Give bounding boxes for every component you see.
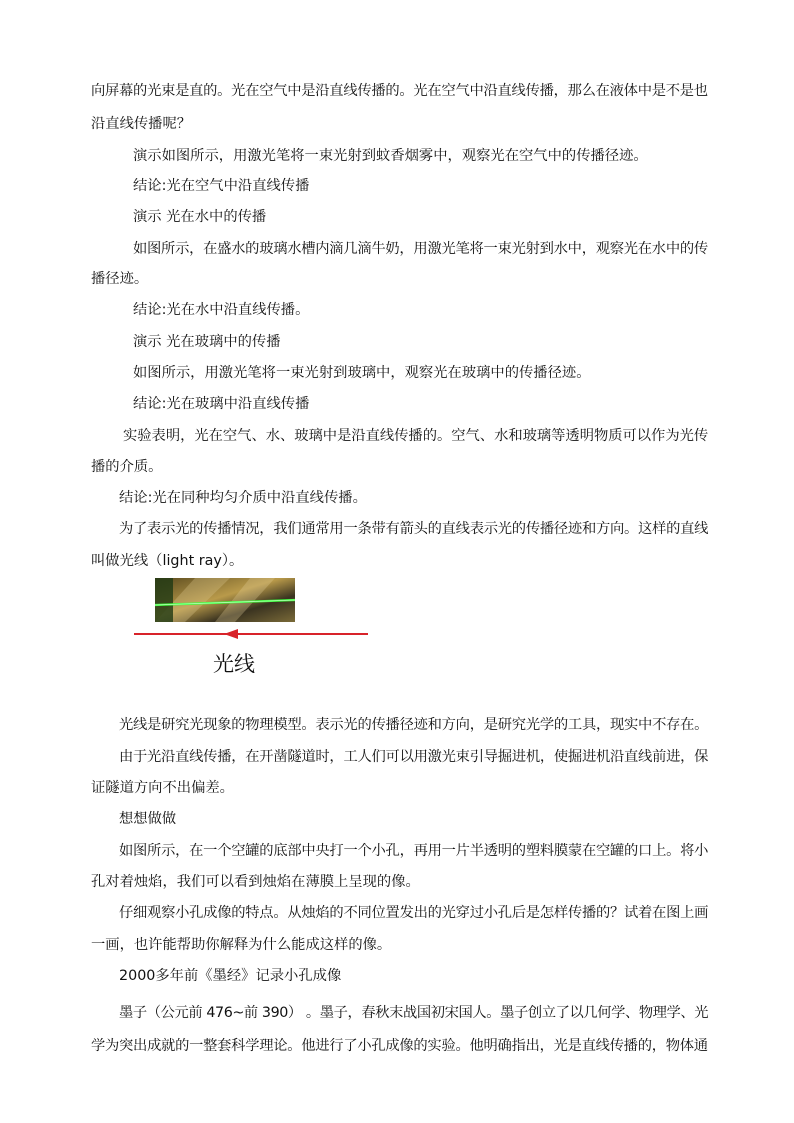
paragraph-line: 证隧道方向不出偏差。 [91,780,234,796]
paragraph-line: 学为突出成就的一整套科学理论。他进行了小孔成像的实验。他明确指出，光是直线传播的，物体通 [91,1038,708,1054]
conclusion-line: 结论:光在水中沿直线传播。 [133,302,310,318]
demo-heading: 演示 光在水中的传播 [133,209,267,225]
conclusion-line: 结论:光在同种均匀介质中沿直线传播。 [119,490,367,506]
paragraph-line: 向屏幕的光束是直的。光在空气中是沿直线传播的。光在空气中沿直线传播，那么在液体中是不是也 [91,83,708,99]
paragraph-line: 如图所示，在一个空罐的底部中央打一个小孔，再用一片半透明的塑料膜蒙在空罐的口上。将小 [119,843,709,859]
paragraph-line: 播的介质。 [91,459,163,475]
paragraph-line: 叫做光线（light ray）。 [91,553,244,569]
laser-beam-photo [155,578,295,622]
conclusion-line: 结论:光在空气中沿直线传播 [133,178,310,194]
paragraph-line: 孔对着烛焰，我们可以看到烛焰在薄膜上呈现的像。 [91,874,420,890]
paragraph-line: 如图所示，用激光笔将一束光射到玻璃中，观察光在玻璃中的传播径迹。 [133,365,591,381]
paragraph-line: 沿直线传播呢？ [91,116,192,132]
arrow-left-icon [130,628,375,644]
paragraph-line: 由于光沿直线传播，在开凿隧道时，工人们可以用激光束引导掘进机，使掘进机沿直线前进，保 [119,749,709,765]
paragraph-line: 为了表示光的传播情况，我们通常用一条带有箭头的直线表示光的传播径迹和方向。这样的直线 [119,521,709,537]
paragraph-line: 如图所示，在盛水的玻璃水槽内滴几滴牛奶，用激光笔将一束光射到水中，观察光在水中的传 [133,241,708,257]
section-heading: 2000多年前《墨经》记录小孔成像 [119,968,342,984]
paragraph-line: 光线是研究光现象的物理模型。表示光的传播径迹和方向，是研究光学的工具，现实中不存在。 [119,717,709,733]
demo-heading: 演示 光在玻璃中的传播 [133,334,281,350]
paragraph-line: 播径迹。 [91,271,149,287]
section-heading: 想想做做 [119,811,177,827]
paragraph-line: 墨子（公元前 476~前 390） 。墨子，春秋末战国初宋国人。墨子创立了以几何学、物理学、光 [119,1005,709,1021]
light-ray-label: 光线 [213,652,255,676]
paragraph-line: 实验表明，光在空气、水、玻璃中是沿直线传播的。空气、水和玻璃等透明物质可以作为光传 [123,428,709,444]
conclusion-line: 结论:光在玻璃中沿直线传播 [133,396,310,412]
paragraph-line: 一画，也许能帮助你解释为什么能成这样的像。 [91,937,392,953]
paragraph-line: 演示如图所示，用激光笔将一束光射到蚊香烟雾中，观察光在空气中的传播径迹。 [133,148,648,164]
paragraph-line: 仔细观察小孔成像的特点。从烛焰的不同位置发出的光穿过小孔后是怎样传播的？试着在图上画 [119,905,709,921]
light-ray-figure [130,574,375,684]
